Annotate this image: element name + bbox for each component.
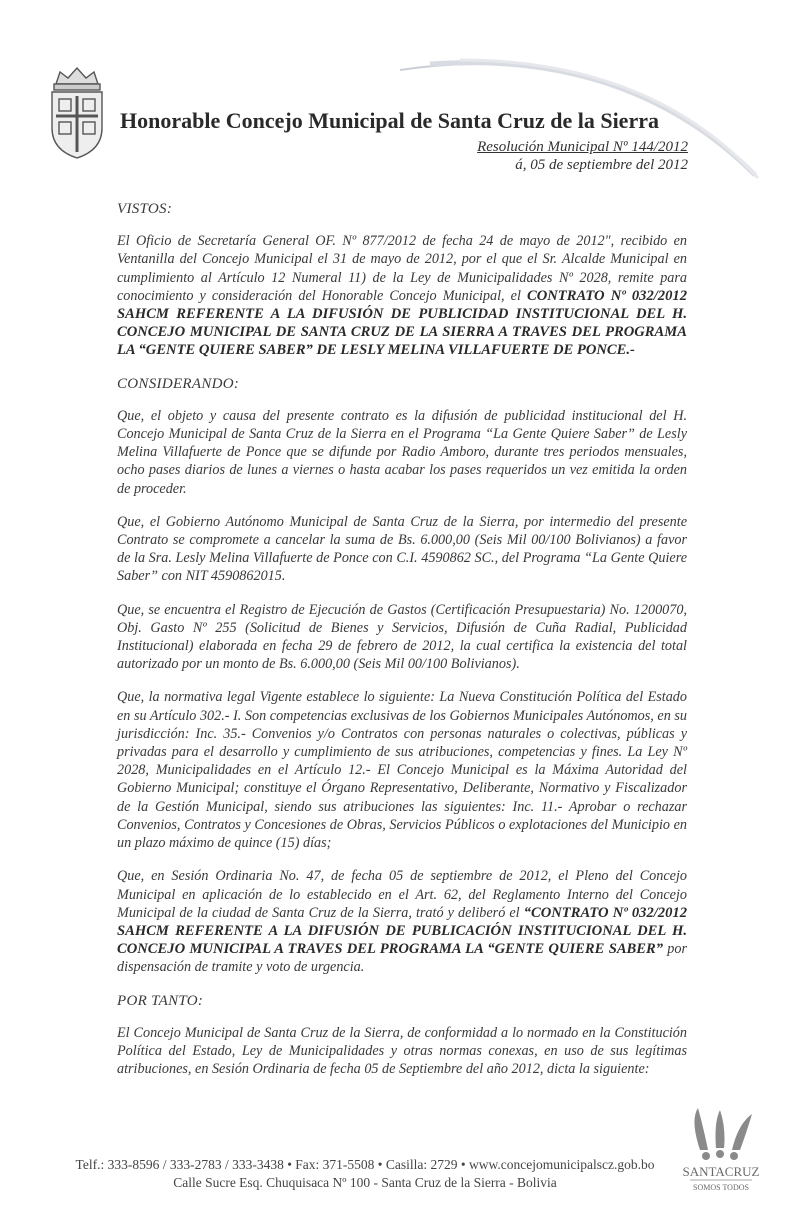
resolution-date: á, 05 de septiembre del 2012 [515,157,688,173]
document-body [117,200,687,1093]
coat-of-arms-icon [46,66,108,162]
considerando-paragraph-5 [117,867,687,976]
contract-title: CONTRATO Nº 032/2012 SAHCM REFERENTE A LA DIFUSIÓN DE PUBLICIDAD INSTITUCIONAL DEL H. CONCEJO MUNICIPAL DE SANTA CRUZ DE LA SIERRA A TRAVES DEL PROGRAMA LA “GENTE QUIERE SABER” DE LESLY MELINA VILLAFUERTE DE PONCE.- [117,287,687,359]
considerando-heading: CONSIDERANDO: [117,375,240,392]
session-text: Que, en Sesión Ordinaria No. 47, de fecha 05 de septiembre de 2012, el Pleno del Concejo Municipal en aplicación de lo establecido en el Art. 62, del Reglamento Interno del Concejo Municipal de la ciudad de Santa Cruz de la Sierra, trató y deliberó el [117,868,687,921]
vistos-heading: VISTOS: [117,201,173,217]
considerando-paragraph-4: Que, la normativa legal Vigente establece lo siguiente: La Nueva Constitución Política del Estado en su Artículo 302.- I. Son competencias exclusivas de los Gobiernos Municipales Autónomos, en su jurisdicción: Inc. 35.- Convenios y/o Contratos con personas naturales o colectivas, públicas y privadas para el desarrollo y cumplimiento de sus atribuciones, competencias y fines. La Ley Nº 2028, Municipalidades en el Artículo 12.- El Concejo Municipal es la Máxima Autoridad del Gobierno Municipal; constituye el Órgano Representativo, Deliberante, Normativo y Fiscalizador de la Gestión Municipal, siendo sus atribuciones las siguientes: Inc. 11.- Aprobar o rechazar Convenios, Contratos y Concesiones de Obras, Servicios Públicos o explotaciones del Municipio en un plazo máximo de quince (15) días; [117,689,687,852]
footer-contact: Telf.: 333-8596 / 333-2783 / 333-3438 • Fax: 371-5508 • Casilla: 2729 • www.concejomunicipalscz.gob.bo [75,1157,655,1172]
logo-tagline-text: SOMOS TODOS [693,1183,749,1192]
council-title: Honorable Concejo Municipal de Santa Cruz de la Sierra [120,108,659,133]
por-tanto-heading: POR TANTO: [117,992,204,1009]
session-tail: por dispensación de tramite y voto de urgencia. [117,941,687,976]
considerando-paragraph-1: Que, el objeto y causa del presente contrato es la difusión de publicidad institucional del H. Concejo Municipal de Santa Cruz de la Sierra en el Programa “La Gente Quiere Saber” de Lesly Melina Villafuerte de Ponce que se difunde por Radio Amboro, durante tres periodos mensuales, ocho pases diarios de lunes a viernes o hasta acabar los pases requeridos un vez emitida la orden de proceder. [117,407,687,497]
considerando-paragraph-2: Que, el Gobierno Autónomo Municipal de Santa Cruz de la Sierra, por intermedio del presente Contrato se compromete a cancelar la suma de Bs. 6.000,00 (Seis Mil 00/100 Bolivianos) a favor de la Sra. Lesly Melina Villafuerte de Ponce con C.I. 4590862 SC., del Programa “La Gente Quiere Saber” con NIT 4590862015. [117,513,687,585]
footer-address: Calle Sucre Esq. Chuquisaca Nº 100 - Santa Cruz de la Sierra - Bolivia [173,1175,557,1190]
vistos-paragraph [117,232,687,359]
vistos-text: El Oficio de Secretaría General OF. Nº 877/2012 de fecha 24 de mayo de 2012", recibido en Ventanilla del Concejo Municipal el 31 de mayo de 2012, por el que el Sr. Alcalde Municipal en cumplimiento al Artículo 12 Numeral 11) de la Ley de Municipalidades Nº 2028, remite para conocimiento y consideración del Honorable Concejo Municipal, el [117,233,687,304]
resolution-number: Resolución Municipal Nº 144/2012 [477,139,688,155]
por-tanto-paragraph: El Concejo Municipal de Santa Cruz de la Sierra, de conformidad a lo normado en la Constitución Política del Estado, Ley de Municipalidades y otras normas conexas, en uso de sus legítimas atribuciones, en Sesión Ordinaria de fecha 05 de Septiembre del año 2012, dicta la siguiente: [117,1024,687,1078]
santa-cruz-logo [676,1100,766,1195]
contract-title-2: “CONTRATO Nº 032/2012 SAHCM REFERENTE A LA DIFUSIÓN DE PUBLICACIÓN INSTITUCIONAL DEL H. CONCEJO MUNICIPAL A TRAVES DEL PROGRAMA LA “GENTE QUIERE SABER” [117,904,687,958]
logo-brand-text: SANTACRUZ [682,1164,760,1179]
considerando-paragraph-3: Que, se encuentra el Registro de Ejecución de Gastos (Certificación Presupuestaria) No. 1200070, Obj. Gasto Nº 255 (Solicitud de Bienes y Servicios, Difusión de Cuña Radial, Publicidad Institucional) elaborada en fecha 29 de febrero de 2012, la cual certifica la existencia del total autorizado por un monto de Bs. 6.000,00 (Seis Mil 00/100 Bolivianos). [117,601,687,673]
